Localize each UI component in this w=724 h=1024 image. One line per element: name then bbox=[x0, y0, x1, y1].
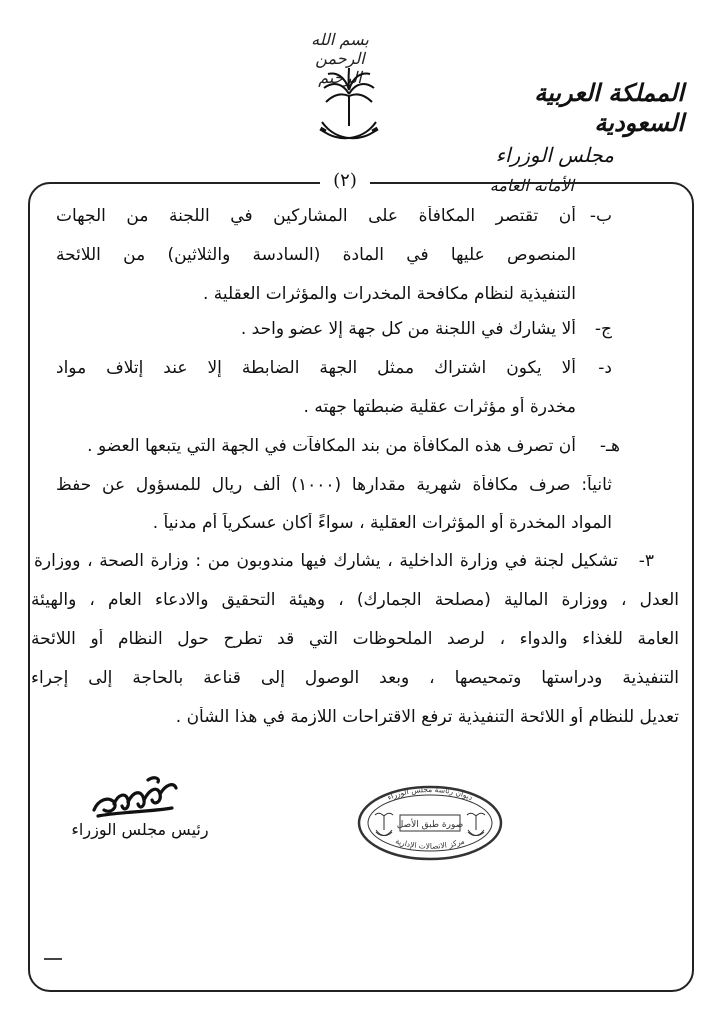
item-b-line-1: أن تقتصر المكافأة على المشاركين في اللجنة من الجهات bbox=[56, 206, 576, 226]
item-3-line-2: العدل ، ووزارة المالية (مصلحة الجمارك) ، وهيئة التحقيق والادعاء العام ، والهيئة bbox=[31, 590, 679, 610]
item-3-marker: ٣- bbox=[638, 551, 654, 571]
item-3-line-4: التنفيذية ودراستها وتمحيصها ، وبعد الوصول إلى قناعة بالحاجة إلى إجراء bbox=[31, 668, 679, 688]
official-stamp bbox=[356, 784, 504, 862]
basmala: بسم الله الرحمن الرحيم bbox=[311, 30, 369, 87]
item-d-marker: د- bbox=[598, 358, 612, 378]
item-3-line-3: العامة للغذاء والدواء ، لرصد الملحوظات التي قد تطرح حول النظام أو اللائحة bbox=[31, 629, 679, 649]
letterhead-secretariat: الأمانة العامة bbox=[489, 176, 574, 195]
item-h-marker: هـ- bbox=[599, 436, 620, 456]
item-3-line-1: تشكيل لجنة في وزارة الداخلية ، يشارك فيها مندوبون من : وزارة الصحة ، ووزارة bbox=[34, 551, 618, 571]
item-b-marker: ب- bbox=[589, 206, 612, 226]
saudi-emblem-icon bbox=[318, 68, 380, 148]
second-line-1: ثانياً: صرف مكافأة شهرية مقدارها (١٠٠٠) ألف ريال للمسؤول عن حفظ bbox=[56, 475, 612, 495]
item-j-line-1: ألا يشارك في اللجنة من كل جهة إلا عضو واحد . bbox=[240, 319, 576, 339]
item-d-line-2: مخدرة أو مؤثرات عقلية ضبطتها جهته . bbox=[303, 397, 576, 417]
item-b-line-3: التنفيذية لنظام مكافحة المخدرات والمؤثرات العقلية . bbox=[202, 284, 576, 304]
item-3-line-5: تعديل للنظام أو اللائحة التنفيذية ترفع الاقتراحات اللازمة في هذا الشأن . bbox=[175, 707, 679, 727]
stamp-top-text: ديوان رئاسة مجلس الوزراء bbox=[385, 784, 475, 803]
svg-text:ديوان رئاسة مجلس الوزراء bbox=[386, 785, 474, 802]
stamp-center-text: صورة طبق الأصل bbox=[396, 820, 464, 830]
letterhead-kingdom: المملكة العربية السعودية bbox=[534, 78, 684, 137]
corner-mark bbox=[44, 958, 62, 960]
item-j-marker: ج- bbox=[594, 319, 612, 339]
letterhead-council: مجلس الوزراء bbox=[495, 143, 614, 167]
stamp-bottom-text: مركز الاتصالات الإدارية bbox=[394, 836, 466, 851]
handwritten-signature bbox=[88, 772, 184, 822]
item-d-line-1: ألا يكون اشتراك ممثل الجهة الضابطة إلا عند إتلاف مواد bbox=[56, 358, 576, 378]
signature-title: رئيس مجلس الوزراء bbox=[71, 820, 209, 839]
second-line-2: المواد المخدرة أو المؤثرات العقلية ، سواءً أكان عسكرياً أم مدنياً . bbox=[152, 513, 612, 533]
item-b-line-2: المنصوص عليها في المادة (السادسة والثلاثين) من اللائحة bbox=[56, 245, 576, 265]
page-number: (٢) bbox=[320, 170, 370, 191]
item-h-line-1: أن تصرف هذه المكافأة من بند المكافآت في الجهة التي يتبعها العضو . bbox=[87, 436, 576, 456]
